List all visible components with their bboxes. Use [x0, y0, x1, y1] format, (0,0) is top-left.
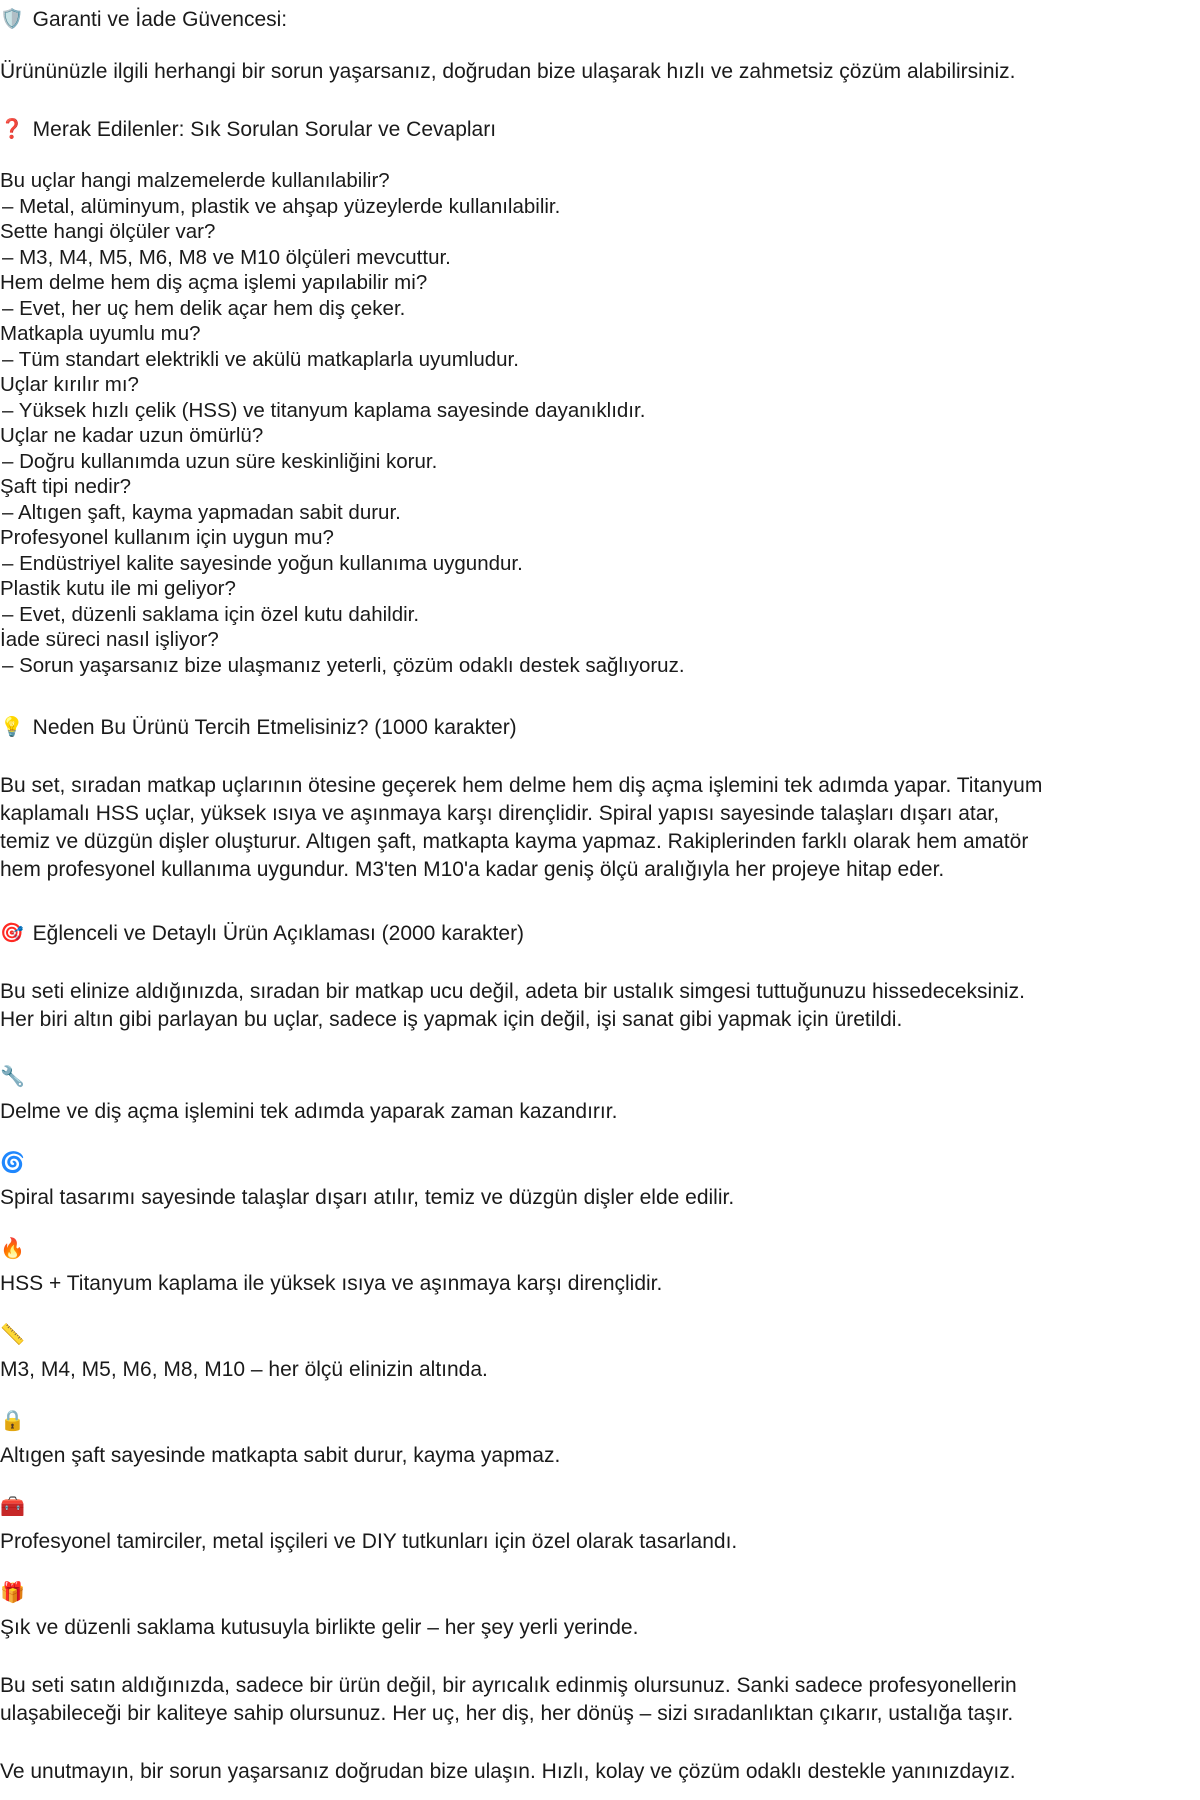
faq-question: İade süreci nasıl işliyor?: [0, 628, 219, 651]
feature-item: [0, 1408, 1060, 1470]
faq-question: Uçlar kırılır mı?: [0, 373, 139, 396]
faq-answer: – Endüstriyel kalite sayesinde yoğun kullanıma uygundur.: [2, 551, 523, 575]
faq-question: Matkapla uyumlu mu?: [0, 322, 201, 345]
feature-item: [0, 1580, 1060, 1642]
shield-icon: 🛡️: [0, 9, 24, 30]
fire-icon: 🔥: [0, 1238, 25, 1260]
feature-text: M3, M4, M5, M6, M8, M10 – her ölçü elinizin altında.: [0, 1358, 488, 1381]
faq-answer: – Metal, alüminyum, plastik ve ahşap yüzeylerde kullanılabilir.: [2, 194, 561, 218]
faq-answer: – Evet, her uç hem delik açar hem diş çeker.: [2, 296, 406, 320]
faq-heading: [0, 116, 1060, 144]
faq-question: Profesyonel kullanım için uygun mu?: [0, 526, 334, 549]
faq-answer: – Tüm standart elektrikli ve akülü matkaplarla uyumludur.: [2, 347, 519, 371]
warranty-heading: [0, 6, 1060, 34]
why-choose-body: Bu set, sıradan matkap uçlarının ötesine geçerek hem delme hem diş açma işlemini tek adımda yapar. Titanyum kaplamalı HSS uçlar, yüksek ısıya ve aşınmaya karşı dirençlidir. Spiral yapısı sayesinde talaşları dışarı atar, temiz ve düzgün dişler oluşturur. Altıgen şaft, matkapta kayma yapmaz. Rakiplerinden farklı olarak hem amatör hem profesyonel kullanıma uygundur. M3'ten M10'a kadar geniş ölçü aralığıyla her projeye hitap eder.: [0, 774, 1043, 881]
closing-paragraph-2: Ve unutmayın, bir sorun yaşarsanız doğrudan bize ulaşın. Hızlı, kolay ve çözüm odaklı destekle yanınızdayız.: [0, 1760, 1016, 1783]
faq-answer: – Doğru kullanımda uzun süre keskinliğini korur.: [2, 449, 438, 473]
faq-answer: – Yüksek hızlı çelik (HSS) ve titanyum kaplama sayesinde dayanıklıdır.: [2, 398, 646, 422]
feature-list: [0, 1064, 1060, 1642]
why-choose-title: Neden Bu Ürünü Tercih Etmelisiniz? (1000 karakter): [32, 716, 517, 739]
warranty-title: Garanti ve İade Güvencesi:: [32, 8, 288, 31]
gift-icon: 🎁: [0, 1582, 25, 1604]
warranty-body: Ürününüzle ilgili herhangi bir sorun yaşarsanız, doğrudan bize ulaşarak hızlı ve zahmetsiz çözüm alabilirsiniz.: [0, 60, 1016, 83]
faq-question: Uçlar ne kadar uzun ömürlü?: [0, 424, 264, 447]
faq-answer: – M3, M4, M5, M6, M8 ve M10 ölçüleri mevcuttur.: [2, 245, 451, 269]
faq-question: Şaft tipi nedir?: [0, 475, 132, 498]
faq-answer: – Altıgen şaft, kayma yapmadan sabit durur.: [2, 500, 401, 524]
description-intro: Bu seti elinize aldığınızda, sıradan bir matkap ucu değil, adeta bir ustalık simgesi tuttuğunuzu hissedeceksiniz. Her biri altın gibi parlayan bu uçlar, sadece iş yapmak için değil, işi sanat gibi yapmak için üretildi.: [0, 980, 1025, 1031]
feature-item: [0, 1236, 1060, 1298]
description-title: Eğlenceli ve Detaylı Ürün Açıklaması (2000 karakter): [32, 922, 525, 945]
feature-item: [0, 1322, 1060, 1384]
closing-paragraph-1: Bu seti satın aldığınızda, sadece bir ürün değil, bir ayrıcalık edinmiş olursunuz. Sanki sadece profesyonellerin ulaşabileceği bir kaliteye sahip olursunuz. Her uç, her diş, her dönüş – sizi sıradanlıktan çıkarır, ustalığa taşır.: [0, 1674, 1017, 1725]
feature-text: Spiral tasarımı sayesinde talaşlar dışarı atılır, temiz ve düzgün dişler elde edilir.: [0, 1186, 735, 1209]
faq-list: [0, 168, 1060, 678]
faq-question: Sette hangi ölçüler var?: [0, 220, 216, 243]
dartboard-icon: 🎯: [0, 923, 24, 944]
faq-question: Plastik kutu ile mi geliyor?: [0, 577, 236, 600]
feature-text: Delme ve diş açma işlemini tek adımda yaparak zaman kazandırır.: [0, 1100, 618, 1123]
cyclone-icon: 🌀: [0, 1152, 25, 1174]
ruler-icon: 📏: [0, 1324, 25, 1346]
feature-item: [0, 1150, 1060, 1212]
why-choose-heading: [0, 714, 1060, 742]
feature-text: HSS + Titanyum kaplama ile yüksek ısıya ve aşınmaya karşı dirençlidir.: [0, 1272, 663, 1295]
faq-question: Bu uçlar hangi malzemelerde kullanılabilir?: [0, 169, 390, 192]
feature-item: [0, 1494, 1060, 1556]
feature-text: Altıgen şaft sayesinde matkapta sabit durur, kayma yapmaz.: [0, 1444, 561, 1467]
lock-icon: 🔒: [0, 1410, 25, 1432]
faq-title: Merak Edilenler: Sık Sorulan Sorular ve Cevapları: [32, 118, 497, 141]
faq-question: Hem delme hem diş açma işlemi yapılabilir mi?: [0, 271, 428, 294]
faq-answer: – Evet, düzenli saklama için özel kutu dahildir.: [2, 602, 420, 626]
description-heading: [0, 920, 1060, 948]
feature-text: Şık ve düzenli saklama kutusuyla birlikte gelir – her şey yerli yerinde.: [0, 1616, 639, 1639]
feature-item: [0, 1064, 1060, 1126]
feature-text: Profesyonel tamirciler, metal işçileri ve DIY tutkunları için özel olarak tasarlandı.: [0, 1530, 738, 1553]
lightbulb-icon: 💡: [0, 717, 24, 738]
wrench-icon: 🔧: [0, 1066, 25, 1088]
question-mark-icon: ❓: [0, 119, 24, 140]
toolbox-icon: 🧰: [0, 1496, 25, 1518]
faq-answer: – Sorun yaşarsanız bize ulaşmanız yeterli, çözüm odaklı destek sağlıyoruz.: [2, 653, 685, 677]
